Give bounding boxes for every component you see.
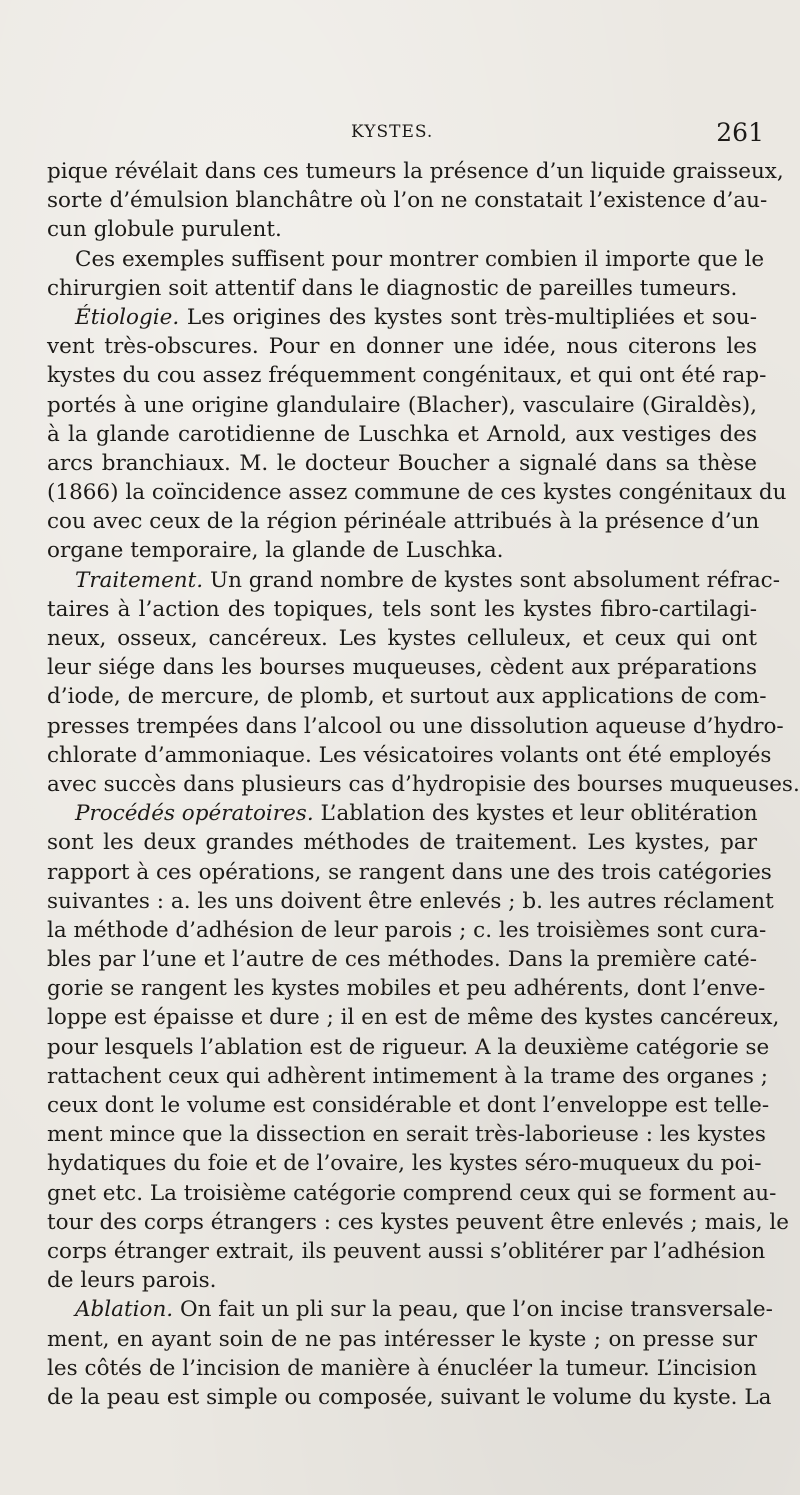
text-line bbox=[47, 449, 757, 478]
text-line bbox=[47, 186, 768, 215]
text-line bbox=[47, 391, 757, 420]
text-line bbox=[47, 1062, 768, 1091]
line-text: Un grand nombre de kystes sont absolument réfrac- bbox=[203, 567, 780, 593]
text-line bbox=[47, 828, 757, 857]
running-title: KYSTES. bbox=[351, 122, 434, 142]
line-text: arcs branchiaux. M. le docteur Boucher a signalé dans sa thèse bbox=[47, 450, 757, 476]
text-line bbox=[47, 770, 800, 799]
text-line bbox=[47, 682, 767, 711]
line-text: les côtés de l’incision de manière à énucléer la tumeur. L’incision bbox=[47, 1355, 757, 1381]
running-head bbox=[46, 118, 768, 158]
text-line bbox=[47, 1179, 777, 1208]
line-text: ment, en ayant soin de ne pas intéresser le kyste ; on presse sur bbox=[47, 1326, 757, 1352]
text-line bbox=[47, 420, 757, 449]
section-heading: Traitement. bbox=[75, 567, 204, 593]
text-line bbox=[47, 1266, 757, 1295]
line-text: tour des corps étrangers : ces kystes peuvent être enlevés ; mais, le bbox=[47, 1209, 789, 1235]
line-text: presses trempées dans l’alcool ou une dissolution aqueuse d’hydro- bbox=[47, 713, 784, 739]
text-line bbox=[47, 624, 757, 653]
text-line bbox=[47, 332, 757, 361]
text-line bbox=[47, 1003, 780, 1032]
line-text: leur siége dans les bourses muqueuses, cèdent aux préparations bbox=[47, 655, 757, 681]
section-heading: Étiologie. bbox=[75, 304, 180, 330]
line-text: rattachent ceux qui adhèrent intimement à la trame des organes ; bbox=[47, 1063, 768, 1089]
line-text: chirurgien soit attentif dans le diagnostic de pareilles tumeurs. bbox=[47, 275, 738, 301]
text-line bbox=[47, 536, 757, 565]
text-line bbox=[47, 916, 767, 945]
text-line bbox=[47, 653, 757, 682]
text-line bbox=[47, 1325, 757, 1354]
text-line bbox=[47, 245, 765, 274]
line-text: neux, osseux, cancéreux. Les kystes celluleux, et ceux qui ont bbox=[47, 626, 757, 651]
line-text: On fait un pli sur la peau, que l’on incise transversale- bbox=[173, 1297, 773, 1323]
text-line bbox=[47, 1149, 762, 1178]
line-text: Ces exemples suffisent pour montrer combien il importe que le bbox=[75, 246, 765, 272]
text-line bbox=[47, 1091, 770, 1120]
line-text: pique révélait dans ces tumeurs la présence d’un liquide graisseux, bbox=[47, 159, 784, 184]
line-text: ceux dont le volume est considérable et dont l’enveloppe est telle- bbox=[47, 1093, 770, 1118]
text-line bbox=[47, 215, 757, 244]
line-text: rapport à ces opérations, se rangent dans une des trois catégories bbox=[47, 859, 772, 885]
text-line bbox=[47, 945, 757, 974]
text-line bbox=[47, 1033, 770, 1062]
line-text: ment mince que la dissection en serait très-laborieuse : les kystes bbox=[47, 1122, 766, 1148]
text-line bbox=[47, 361, 767, 390]
line-text: (1866) la coïncidence assez commune de ces kystes congénitaux du bbox=[47, 480, 787, 506]
section-heading: Procédés opératoires. bbox=[75, 801, 314, 827]
line-text: sorte d’émulsion blanchâtre où l’on ne constatait l’existence d’au- bbox=[47, 188, 768, 214]
section-heading: Ablation. bbox=[75, 1297, 174, 1323]
line-text: vent très-obscures. Pour en donner une idée, nous citerons les bbox=[47, 334, 757, 360]
line-text: bles par l’une et l’autre de ces méthodes. Dans la première caté- bbox=[47, 947, 757, 973]
text-line bbox=[47, 478, 787, 507]
line-text: loppe est épaisse et dure ; il en est de même des kystes cancéreux, bbox=[47, 1005, 780, 1031]
line-text: avec succès dans plusieurs cas d’hydropisie des bourses muqueuses. bbox=[47, 771, 800, 797]
line-text: Les origines des kystes sont très-multipliées et sou- bbox=[179, 304, 757, 330]
line-text: gnet etc. La troisième catégorie comprend ceux qui se forment au- bbox=[47, 1180, 777, 1206]
text-line bbox=[47, 974, 766, 1003]
line-text: cou avec ceux de la région périnéale attribués à la présence d’un bbox=[47, 509, 760, 535]
text-line bbox=[47, 887, 774, 916]
text-line bbox=[47, 1383, 772, 1412]
line-text: pour lesquels l’ablation est de rigueur. A la deuxième catégorie se bbox=[47, 1034, 770, 1060]
line-text: L’ablation des kystes et leur oblitération bbox=[313, 801, 758, 827]
text-line bbox=[47, 799, 757, 828]
line-text: portés à une origine glandulaire (Blacher), vasculaire (Giraldès), bbox=[47, 392, 757, 418]
line-text: corps étranger extrait, ils peuvent aussi s’oblitérer par l’adhésion bbox=[47, 1238, 766, 1264]
text-line bbox=[47, 1208, 789, 1237]
text-line bbox=[47, 507, 760, 536]
text-line bbox=[47, 712, 784, 741]
line-text: sont les deux grandes méthodes de traitement. Les kystes, par bbox=[47, 830, 757, 856]
text-line bbox=[47, 1120, 766, 1149]
text-line bbox=[47, 566, 780, 595]
text-line bbox=[47, 858, 772, 887]
text-line bbox=[47, 1237, 766, 1266]
text-line bbox=[47, 157, 784, 186]
line-text: de leurs parois. bbox=[47, 1268, 217, 1294]
text-line bbox=[47, 595, 757, 624]
text-line bbox=[47, 303, 757, 332]
line-text: cun globule purulent. bbox=[47, 217, 282, 243]
text-line bbox=[47, 274, 757, 303]
line-text: kystes du cou assez fréquemment congénitaux, et qui ont été rap- bbox=[47, 363, 767, 389]
body-text bbox=[47, 157, 800, 1412]
line-text: chlorate d’ammoniaque. Les vésicatoires volants ont été employés bbox=[47, 742, 772, 768]
text-line bbox=[47, 1295, 773, 1324]
line-text: organe temporaire, la glande de Luschka. bbox=[47, 538, 504, 564]
line-text: gorie se rangent les kystes mobiles et peu adhérents, dont l’enve- bbox=[47, 976, 766, 1002]
page-number: 261 bbox=[716, 118, 764, 147]
line-text: hydatiques du foie et de l’ovaire, les kystes séro-muqueux du poi- bbox=[47, 1151, 762, 1177]
text-line bbox=[47, 741, 772, 770]
text-line bbox=[47, 1354, 757, 1383]
line-text: de la peau est simple ou composée, suivant le volume du kyste. La bbox=[47, 1384, 772, 1410]
line-text: d’iode, de mercure, de plomb, et surtout aux applications de com- bbox=[47, 684, 767, 710]
line-text: taires à l’action des topiques, tels sont les kystes fibro-cartilagi- bbox=[47, 596, 757, 622]
line-text: suivantes : a. les uns doivent être enlevés ; b. les autres réclament bbox=[47, 888, 774, 914]
line-text: à la glande carotidienne de Luschka et Arnold, aux vestiges des bbox=[47, 421, 757, 447]
line-text: la méthode d’adhésion de leur parois ; c. les troisièmes sont cura- bbox=[47, 917, 767, 943]
